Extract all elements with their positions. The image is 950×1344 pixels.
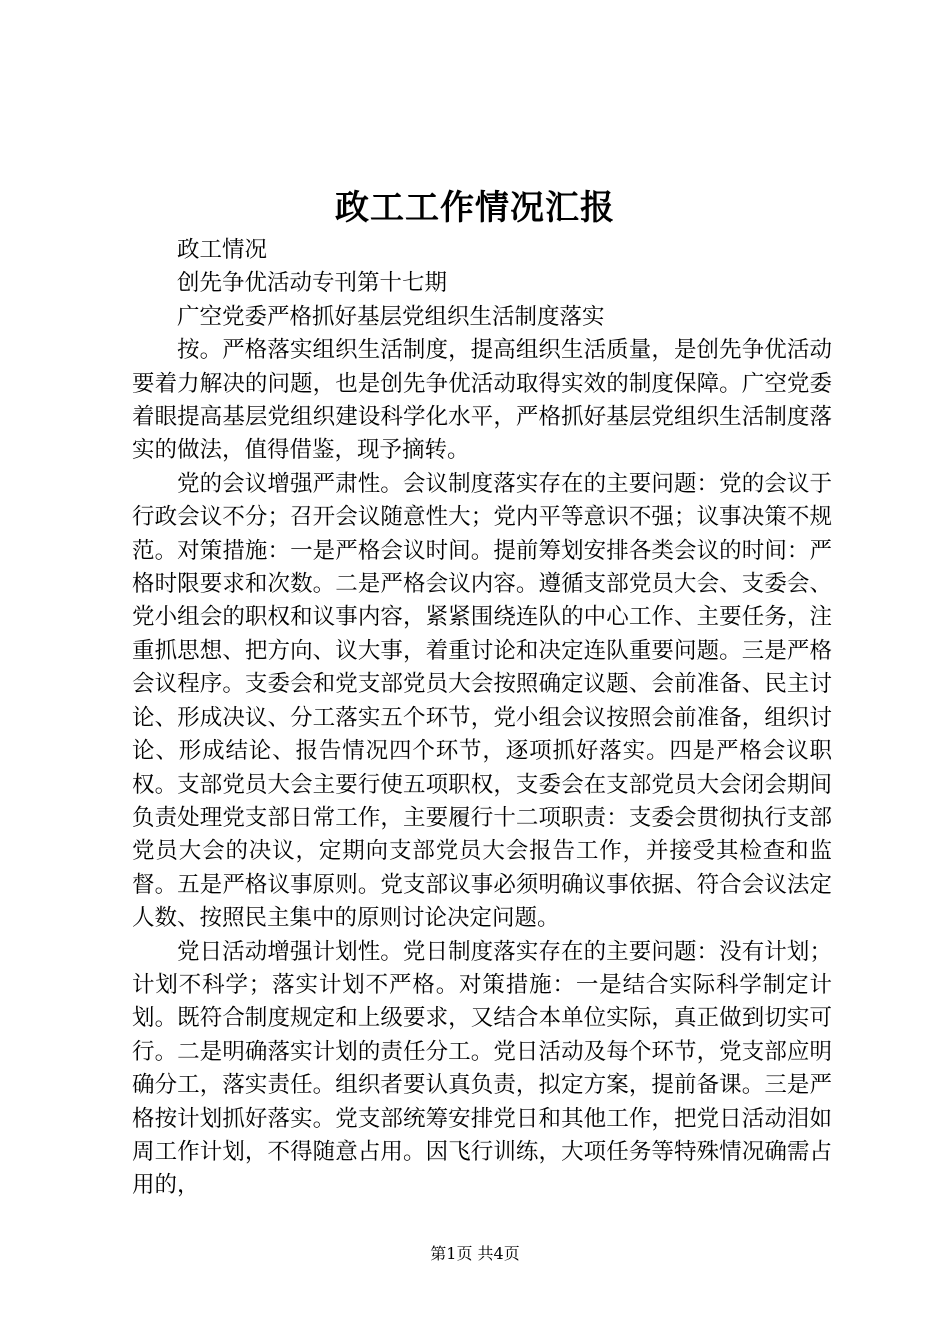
paragraph-heading-3: 广空党委严格抓好基层党组织生活制度落实 <box>177 303 605 330</box>
paragraph-heading-2: 创先争优活动专刊第十七期 <box>177 270 448 297</box>
paragraph-editor-note: 按。严格落实组织生活制度，提高组织生活质量，是创先争优活动要着力解决的问题，也是创先争优活动取得实效的制度保障。广空党委着眼提高基层党组织建设科学化水平，严格抓好基层党组织生活制度落实的做法，值得借鉴，现予摘转。 <box>132 337 832 464</box>
paragraph-meetings: 党的会议增强严肃性。会议制度落实存在的主要问题：党的会议于行政会议不分；召开会议随意性大；党内平等意识不强；议事决策不规范。对策措施：一是严格会议时间。提前筹划安排各类会议的时间：严格时限要求和次数。二是严格会议内容。遵循支部党员大会、支委会、党小组会的职权和议事内容，紧紧围绕连队的中心工作、主要任务，注重抓思想、把方向、议大事，着重讨论和决定连队重要问题。三是严格会议程序。支委会和党支部党员大会按照确定议题、会前准备、民主讨论、形成决议、分工落实五个环节，党小组会议按照会前准备，组织讨论、形成结论、报告情况四个环节，逐项抓好落实。四是严格会议职权。支部党员大会主要行使五项职权，支委会在支部党员大会闭会期间负责处理党支部日常工作，主要履行十二项职责：支委会贯彻执行支部党员大会的决议，定期向支部党员大会报告工作，并接受其检查和监督。五是严格议事原则。党支部议事必须明确议事依据、符合会议法定人数、按照民主集中的原则讨论决定问题。 <box>132 470 832 932</box>
paragraph-party-day: 党日活动增强计划性。党日制度落实存在的主要问题：没有计划；计划不科学；落实计划不严格。对策措施：一是结合实际科学制定计划。既符合制度规定和上级要求，又结合本单位实际，真正做到切实可行。二是明确落实计划的责任分工。党日活动及每个环节，党支部应明确分工，落实责任。组织者要认真负责，拟定方案，提前备课。三是严格按计划抓好落实。党支部统筹安排党日和其他工作，把党日活动泪如周工作计划，不得随意占用。因飞行训练，大项任务等特殊情况确需占用的， <box>132 938 832 1199</box>
document-title: 政工工作情况汇报 <box>335 188 615 228</box>
document-body <box>132 234 832 1203</box>
page-number: 第1页 共4页 <box>430 1244 520 1263</box>
paragraph-heading-1: 政工情况 <box>177 237 268 263</box>
